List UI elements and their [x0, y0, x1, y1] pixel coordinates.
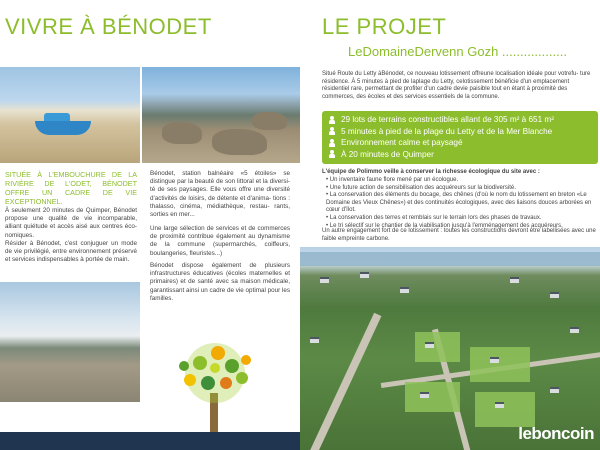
ecology-list	[322, 177, 598, 230]
rock	[252, 112, 287, 130]
tree-illustration	[160, 338, 270, 433]
leboncoin-watermark: leboncoin	[518, 424, 594, 443]
project-intro: Situé Route du Letty àBénodet, ce nouveau lotissement offreune localisation idéale pour votrefu- ture résidence. À 5 minutes à pied de laplage du Letty, celotissement bénéficie d'un emplacement résidentiel rare, permettant de profiter d'un cadre devie paisible tout en étant à proximité des commerces, des écoles et des services essentiels de la commune.	[322, 71, 591, 100]
highlight-text: 5 minutes à pied de la plage du Letty et de la Mer Blanche	[341, 126, 553, 136]
highlight-item	[328, 137, 592, 149]
highlight-item	[328, 149, 592, 161]
rock	[162, 122, 202, 144]
house	[570, 327, 579, 333]
person-icon	[328, 116, 336, 124]
page-title-right: LE PROJET	[322, 14, 447, 39]
house	[320, 277, 329, 283]
boat	[35, 121, 91, 135]
paragraph-lifestyle: Résider à Bénodet, c'est conjuguer un mode de vie privilégié, entre environnement préservé et services indispensables à portée de main.	[5, 240, 137, 264]
shore-photo	[0, 282, 140, 402]
building-lot	[415, 332, 460, 362]
highlights-box	[322, 111, 598, 164]
highlight-text: 29 lots de terrains constructibles allant de 305 m² à 651 m²	[341, 115, 554, 125]
intro-text: SITUÉE À L'EMBOUCHURE DE LA RIVIÈRE DE L'ODET, BÉNODET OFFRE UN CADRE DE VIE EXCEPTIONNEL.	[5, 170, 137, 206]
list-item: • La conservation des terres et remblais sur le terrain lors des phases de travaux.	[326, 214, 542, 221]
list-item: • Un inventaire faune flore mené par un écologue.	[326, 177, 459, 183]
house	[400, 287, 409, 293]
house	[495, 402, 504, 408]
road	[307, 313, 382, 450]
page-title-left: VIVRE À BÉNODET	[5, 14, 212, 39]
bottom-band	[0, 432, 300, 450]
ecology-heading: L'équipe de Polimmo veille à conserver la richesse écologique du site avec :	[322, 169, 540, 175]
house	[490, 357, 499, 363]
house	[550, 292, 559, 298]
highlight-item	[328, 114, 592, 126]
list-item: • Le tri sélectif sur le chantier de la viabilisation jusqu'à l'emménagement des acquéreurs.	[326, 222, 563, 229]
paragraph-quimper: À seulement 20 minutes de Quimper, Bénodet propose une qualité de vie incomparable, alliant quiétude et accès aisé aux centres éco- nomiques.	[5, 207, 137, 239]
building-lot	[405, 382, 460, 412]
person-icon	[328, 150, 336, 158]
rocky-coast-photo	[142, 67, 300, 163]
house	[550, 387, 559, 393]
house	[510, 277, 519, 283]
beach-boat-photo	[0, 67, 140, 163]
list-item: • La conservation des éléments du bocage, des chênes (d'où le nom du lotissement en breton «Le Domaine des Vieux Chênes») et des continuités écologiques, avec des liaisons douces arborées en cœur d'îlot.	[326, 192, 592, 214]
project-subtitle: LeDomaineDervenn Gozh ..................	[348, 44, 567, 59]
paragraph-services: Une large sélection de services et de commerces de proximité contribue également au dynamisme de la commune (supermarchés, coiffeurs, boulangeries, fleuristes...)	[150, 225, 290, 257]
house	[420, 392, 429, 398]
highlight-text: Environnement calme et paysagé	[341, 138, 463, 148]
house	[310, 337, 319, 343]
person-icon	[328, 139, 336, 147]
house	[360, 272, 369, 278]
rock	[212, 129, 267, 155]
highlight-item	[328, 126, 592, 138]
aerial-view-image	[300, 247, 600, 450]
building-lot	[470, 347, 530, 382]
carbon-commitment: Un autre engagement fort de ce lotissement : toutes les constructions devront être labellisées avec une faible empreinte carbone.	[322, 228, 596, 242]
building-lot	[475, 392, 535, 427]
list-item: • Une future action de sensibilisation des acquéreurs sur la biodiversité.	[326, 184, 516, 191]
sea	[300, 252, 600, 266]
highlight-text: À 20 minutes de Quimper	[341, 149, 434, 159]
paragraph-station: Bénodet, station balnéaire «5 étoiles» se distingue par la beauté de son littoral et la diversi- té de ses paysages. Elle vous offre une diversité d'activités de loisirs, de détente et d'anima- tions : thalasso, cinéma, médiathèque, restau- rants, sorties en mer...	[150, 170, 290, 219]
paragraph-education: Bénodet dispose également de plusieurs infrastructures éducatives (écoles maternelles et primaires) et de santé avec sa maison médicale, garantissant ainsi un cadre de vie optimal pour les familles.	[150, 262, 291, 302]
person-icon	[328, 127, 336, 135]
house	[425, 342, 434, 348]
